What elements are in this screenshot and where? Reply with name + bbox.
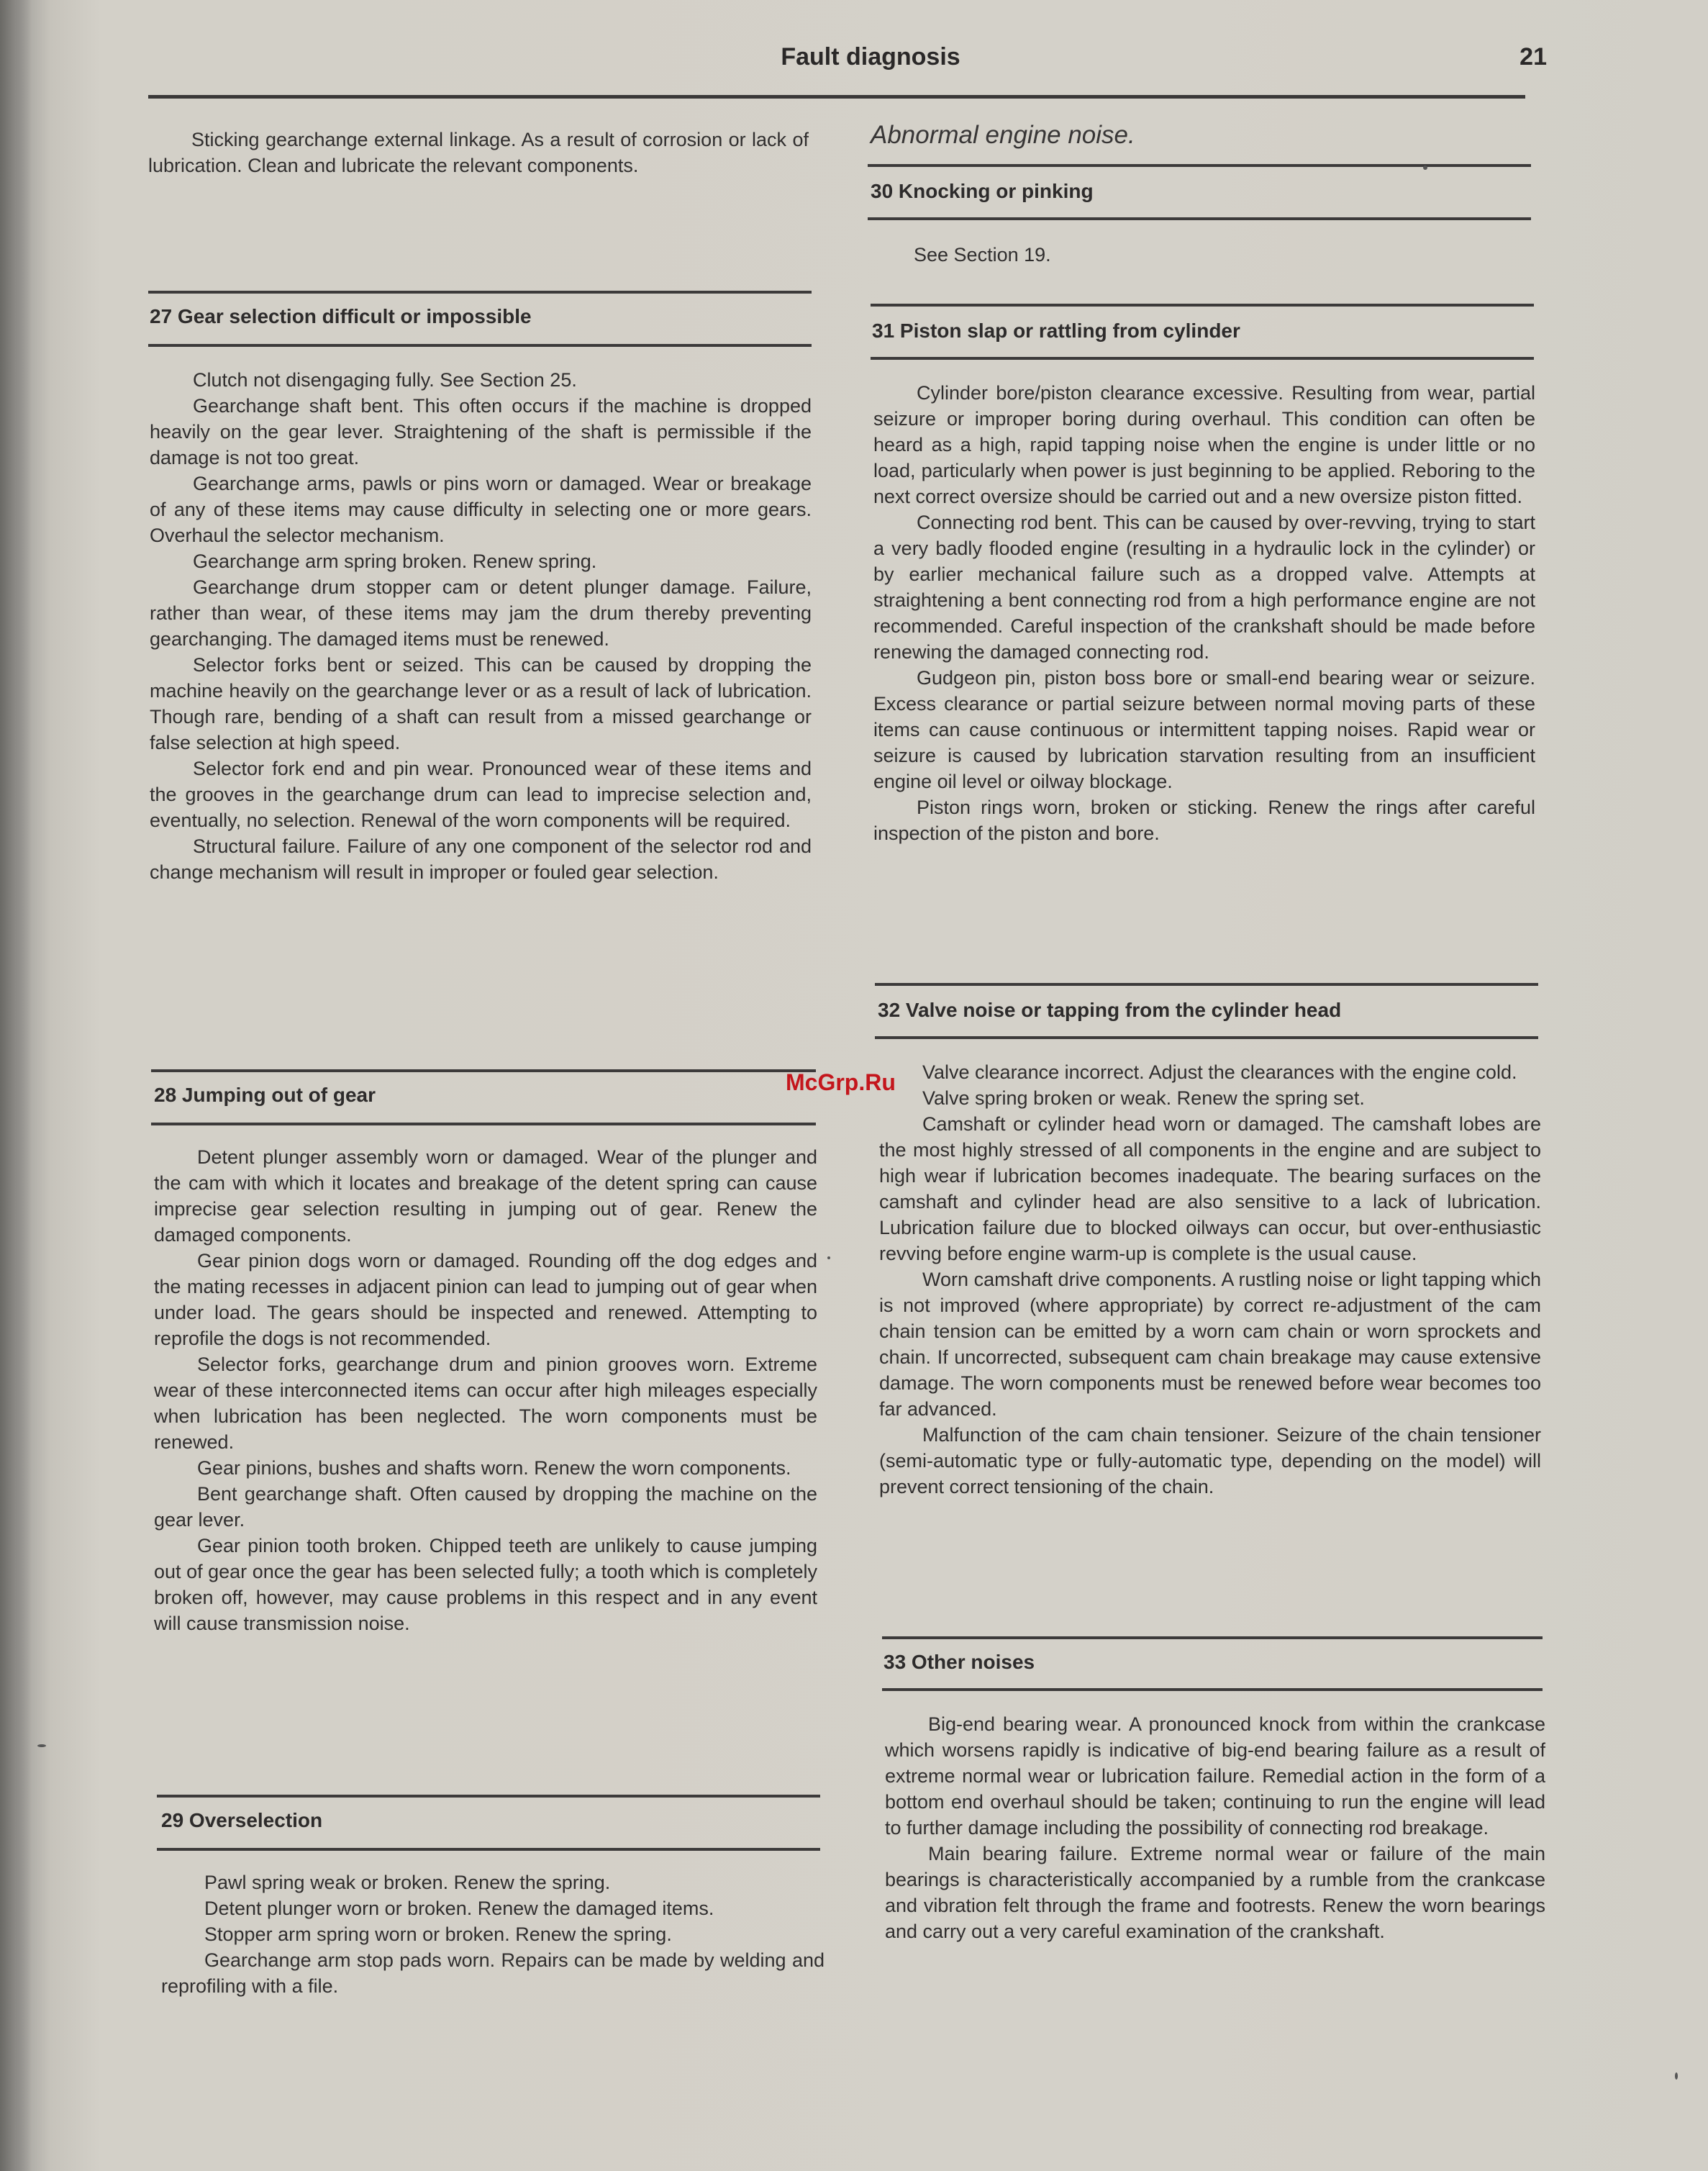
paragraph: Selector fork end and pin wear. Pronounced wear of these items and the grooves in the gearchange drum can lead to imprecise selection and, eventually, no selection. Renewal of the worn components will be required. [150, 758, 812, 831]
paragraph: Gudgeon pin, piston boss bore or small-end bearing wear or seizure. Excess clearance or partial seizure between normal moving parts of these items can cause continuous or intermittent tapping noises. Rapid wear or seizure is caused by lubrication starvation resulting from an insufficient engine oil level or oilway blockage. [873, 667, 1535, 792]
section-rule [882, 1688, 1543, 1691]
paragraph: Piston rings worn, broken or sticking. Renew the rings after careful inspection of the piston and bore. [873, 797, 1535, 844]
paragraph: Valve clearance incorrect. Adjust the clearances with the engine cold. [922, 1061, 1517, 1083]
paragraph: Connecting rod bent. This can be caused by over-revving, trying to start a very badly flooded engine (resulting in a hydraulic lock in the cylinder) or by earlier mechanical failure such as a dropped valve. Attempts at straightening a bent connecting rod from a high performance engine are not recommended. Careful inspection of the crankshaft should be made before renewing the damaged connecting rod. [873, 512, 1535, 663]
paragraph: Malfunction of the cam chain tensioner. Seizure of the chain tensioner (semi-automatic type or fully-automatic type, depending on the model) will prevent correct tensioning of the chain. [879, 1424, 1541, 1497]
section-31-title: 31 Piston slap or rattling from cylinder [872, 319, 1240, 342]
paragraph: Gearchange drum stopper cam or detent plunger damage. Failure, rather than wear, of these items may jam the drum thereby preventing gearchanging. The damaged items must be renewed. [150, 576, 812, 650]
section-27-body [150, 367, 812, 885]
dust-speck [827, 1256, 830, 1259]
section-31-body [873, 380, 1535, 846]
paragraph: Cylinder bore/piston clearance excessive. Resulting from wear, partial seizure or improper boring during overhaul. This condition can often be heard as a high, rapid tapping noise when the engine is under little or no load, particularly when power is just beginning to be applied. Reboring to the next correct oversize should be carried out and a new oversize piston fitted. [873, 382, 1535, 507]
section-28-title: 28 Jumping out of gear [154, 1084, 376, 1106]
section-rule [882, 1636, 1543, 1639]
section-32-title: 32 Valve noise or tapping from the cylinder head [878, 999, 1342, 1021]
section-rule [868, 164, 1531, 167]
paragraph: See Section 19. [914, 244, 1051, 266]
paragraph: Big-end bearing wear. A pronounced knock from within the crankcase which worsens rapidly is indicative of big-end bearing failure as a result of extreme normal wear or lubrication failure. Remedial action in the form of a bottom end overhaul should be taken; continuing to run the engine will lead to further damage including the possibility of connecting rod breakage. [885, 1713, 1545, 1839]
abnormal-engine-noise-heading: Abnormal engine noise. [871, 121, 1135, 149]
paragraph: Gear pinion tooth broken. Chipped teeth are unlikely to cause jumping out of gear once the gear has been selected fully; a tooth which is completely broken off, however, may cause problems in this respect and in any event will cause transmission noise. [154, 1535, 817, 1634]
book-spine-shadow [0, 0, 32, 2171]
section-rule [151, 1123, 816, 1125]
section-rule [157, 1795, 820, 1798]
paragraph: Detent plunger assembly worn or damaged. Wear of the plunger and the cam with which it locates and breakage of the detent spring can cause imprecise gear selection resulting in jumping out of gear. Renew the damaged components. [154, 1146, 817, 1246]
section-rule [868, 217, 1531, 220]
paragraph: Valve spring broken or weak. Renew the spring set. [922, 1087, 1365, 1109]
paragraph: Selector forks, gearchange drum and pinion grooves worn. Extreme wear of these interconnected items can occur after high mileages especially when lubrication has been neglected. The worn components must be renewed. [154, 1354, 817, 1453]
paragraph: Main bearing failure. Extreme normal wear or failure of the main bearings is characteristically accompanied by a rumble from the crankcase and vibration felt through the frame and footrests. Renew the worn bearings and carry out a very careful examination of the crankshaft. [885, 1843, 1545, 1942]
dust-speck [37, 1744, 46, 1747]
watermark-text: McGrp.Ru [786, 1069, 896, 1095]
paragraph: Clutch not disengaging fully. See Section 25. [193, 369, 577, 391]
dust-speck [1423, 166, 1427, 170]
page-header-title: Fault diagnosis [781, 43, 960, 71]
section-27-title: 27 Gear selection difficult or impossible [150, 305, 532, 327]
paragraph: Gearchange arm stop pads worn. Repairs can be made by welding and reprofiling with a file. [161, 1949, 825, 1997]
section-30-body [871, 242, 1532, 268]
section-32-body [879, 1059, 1541, 1500]
section-33-title: 33 Other noises [883, 1651, 1035, 1673]
section-rule [151, 1069, 816, 1072]
section-33-body [885, 1711, 1545, 1944]
paragraph: Gearchange arms, pawls or pins worn or damaged. Wear or breakage of any of these items may cause difficulty in selecting one or more gears. Overhaul the selector mechanism. [150, 473, 812, 546]
paragraph: Worn camshaft drive components. A rustling noise or light tapping which is not improved (where appropriate) by correct re-adjustment of the cam chain tension can be emitted by a worn cam chain or worn sprockets and chain. If uncorrected, subsequent cam chain breakage may cause extensive damage. The worn components must be renewed before wear becomes too far advanced. [879, 1269, 1541, 1420]
paragraph: Gearchange shaft bent. This often occurs if the machine is dropped heavily on the gear lever. Straightening of the shaft is permissible if the damage is not too great. [150, 395, 812, 468]
section-29-body [161, 1869, 825, 1999]
paragraph: Camshaft or cylinder head worn or damaged. The camshaft lobes are the most highly stressed of all components in the engine and are subject to high wear if lubrication becomes inadequate. The bearing surfaces on the camshaft and cylinder head are also sensitive to a lack of lubrication. Lubrication failure due to blocked oilways can occur, but over-enthusiastic revving before engine warm-up is complete is the usual cause. [879, 1113, 1541, 1264]
paragraph: Pawl spring weak or broken. Renew the spring. [204, 1872, 611, 1893]
section-30-title: 30 Knocking or pinking [871, 180, 1094, 202]
section-rule [148, 344, 812, 347]
section-rule [157, 1848, 820, 1851]
section-29-title: 29 Overselection [161, 1809, 323, 1831]
dust-speck [1675, 2072, 1678, 2080]
paragraph: Detent plunger worn or broken. Renew the damaged items. [204, 1898, 714, 1919]
section-rule [871, 357, 1534, 360]
section-28-body [154, 1144, 817, 1636]
header-rule [148, 95, 1525, 99]
intro-paragraph: Sticking gearchange external linkage. As a result of corrosion or lack of lubrication. Clean and lubricate the relevant components. [148, 129, 809, 176]
section-rule [148, 291, 812, 294]
paragraph: Structural failure. Failure of any one component of the selector rod and change mechanism will result in improper or fouled gear selection. [150, 835, 812, 883]
paragraph: Bent gearchange shaft. Often caused by dropping the machine on the gear lever. [154, 1483, 817, 1531]
paragraph: Gearchange arm spring broken. Renew spring. [193, 550, 597, 572]
page-number: 21 [1520, 43, 1547, 71]
paragraph: Gear pinion dogs worn or damaged. Rounding off the dog edges and the mating recesses in adjacent pinion can lead to jumping out of gear when under load. The gears should be inspected and renewed. Attempting to reprofile the dogs is not recommended. [154, 1250, 817, 1349]
section-rule [875, 1036, 1538, 1039]
section-rule [871, 304, 1534, 307]
paragraph: Stopper arm spring worn or broken. Renew the spring. [204, 1923, 672, 1945]
paragraph: Gear pinions, bushes and shafts worn. Renew the worn components. [197, 1457, 791, 1479]
paragraph: Selector forks bent or seized. This can be caused by dropping the machine heavily on the gearchange lever or as a result of lack of lubrication. Though rare, bending of a shaft can result from a missed gearchange or false selection at high speed. [150, 654, 812, 753]
section-rule [875, 983, 1538, 986]
